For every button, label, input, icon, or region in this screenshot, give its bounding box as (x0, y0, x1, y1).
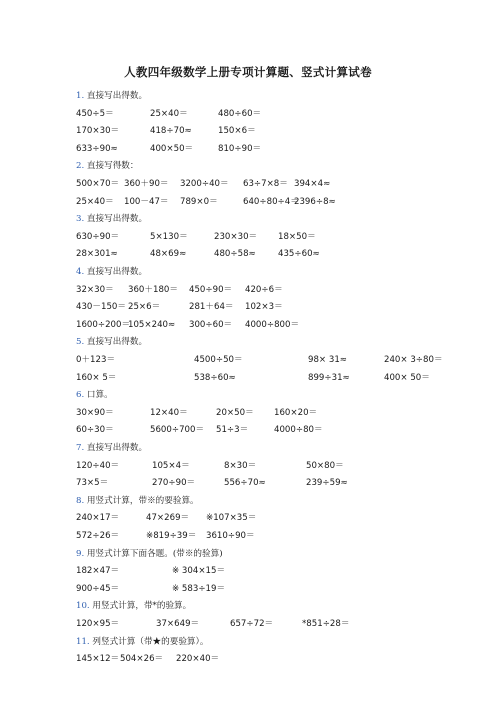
problem-item: 538÷60≈ (194, 372, 236, 383)
problem-row (76, 564, 436, 578)
section-heading (76, 547, 223, 561)
section-instruction: 用竖式计算，带*的验算。 (89, 601, 192, 612)
problem-item: 18×50＝ (278, 231, 316, 242)
problem-item: 633÷90≈ (76, 143, 118, 154)
problem-item: 3200÷40＝ (180, 179, 229, 189)
problem-item: 25×6＝ (128, 302, 161, 313)
problem-item: 500×70＝ (76, 179, 120, 189)
problem-item: 300÷60＝ (189, 319, 233, 330)
problem-item: 48×69≈ (150, 249, 187, 260)
problem-item: 150×6＝ (218, 126, 256, 137)
problem-item: 1600÷200＝ (76, 319, 131, 330)
section-number: 10. (76, 601, 90, 612)
problem-item: 25×40＝ (150, 108, 188, 119)
problem-item: 899÷31≈ (308, 372, 350, 383)
problem-item: 120÷40＝ (76, 460, 120, 471)
problem-item: 5×130＝ (150, 231, 188, 242)
section-number: 4. (76, 267, 85, 277)
problem-item: 145×12＝ (76, 654, 120, 665)
problem-row (76, 459, 436, 473)
problem-item: 170×30＝ (76, 126, 120, 137)
problem-row (76, 318, 436, 332)
problem-item: 450÷90＝ (189, 284, 233, 295)
section-number: 11. (76, 636, 90, 647)
problem-row (76, 300, 436, 314)
problem-item: 4000÷800＝ (245, 319, 300, 330)
section-heading (76, 212, 147, 226)
section-instruction: 列竖式计算（带★的要验算）。 (89, 636, 209, 647)
problem-row (76, 617, 436, 631)
section-instruction: 直接写得数： (84, 161, 139, 172)
page-title: 人教四年级数学上册专项计算题、竖式计算试卷 (124, 65, 372, 79)
problem-item: 657÷72＝ (230, 619, 274, 629)
problem-item: 430－150＝ (76, 302, 126, 313)
problem-item: 400×50＝ (150, 143, 194, 154)
problem-item: 640÷80÷4＝ (243, 196, 299, 207)
problem-row (76, 353, 443, 367)
problem-item: 2396÷8≈ (294, 196, 336, 207)
problem-row (76, 652, 436, 666)
section-number: 9. (76, 548, 85, 559)
problem-item: 5600÷700＝ (150, 425, 205, 436)
section-instruction: 口算。 (84, 390, 113, 401)
problem-item: 20×50＝ (216, 407, 254, 418)
problem-item: 28×301≈ (76, 249, 118, 260)
problem-item: 480÷60＝ (218, 108, 262, 119)
problem-row (76, 247, 436, 261)
problem-item: 182×47＝ (76, 566, 120, 577)
problem-row (76, 230, 436, 244)
problem-item: 98× 31≈ (308, 355, 348, 365)
problem-row (76, 582, 436, 596)
section-instruction: 直接写出得数。 (84, 337, 148, 348)
problem-row (76, 177, 436, 191)
section-heading (76, 599, 191, 613)
problem-item: 418÷70≈ (150, 126, 192, 137)
problem-item: 30×90＝ (76, 407, 114, 418)
problem-item: 400× 50＝ (384, 372, 430, 383)
problem-item: 900÷45＝ (76, 583, 120, 594)
problem-item: 239÷59≈ (306, 478, 348, 489)
problem-item: 230×30＝ (214, 231, 258, 242)
section-instruction: 直接写出得数。 (84, 443, 148, 453)
problem-item: 4500÷50＝ (194, 355, 243, 365)
section-number: 7. (76, 443, 85, 453)
problem-item: 4000÷80＝ (274, 425, 323, 436)
problem-item: 810÷90＝ (218, 143, 262, 154)
problem-row (76, 283, 436, 297)
problem-row (76, 142, 436, 156)
problem-item: 47×269＝ (146, 513, 190, 524)
problem-item: 102×3＝ (245, 302, 283, 313)
problem-row (76, 423, 436, 437)
problem-item: ※ 304×15＝ (172, 566, 226, 577)
problem-row (76, 124, 436, 138)
problem-item: ※ 583÷19＝ (172, 583, 226, 594)
problem-item: 12×40＝ (150, 407, 188, 418)
problem-item: 25×40＝ (76, 196, 114, 207)
problem-item: 480÷58≈ (214, 249, 256, 260)
problem-item: 450÷5＝ (76, 108, 114, 119)
problem-item: 270÷90＝ (152, 478, 196, 489)
section-heading (76, 159, 139, 173)
problem-item: 37×649＝ (156, 619, 200, 629)
problem-item: 160× 5＝ (76, 372, 117, 383)
problem-item: 789×0＝ (180, 196, 218, 207)
problem-item: 630÷90＝ (76, 231, 120, 242)
problem-row (76, 511, 436, 525)
section-heading (76, 89, 147, 103)
problem-item: 556÷70≈ (224, 478, 266, 489)
problem-item: 240× 3÷80＝ (384, 355, 443, 365)
problem-item: 51÷3＝ (216, 425, 249, 436)
section-instruction: 用竖式计算下面各题。(带※的验算) (84, 548, 223, 559)
problem-item: 394×4≈ (294, 179, 331, 189)
problem-item: 73×5＝ (76, 478, 109, 489)
section-instruction: 直接写出得数。 (84, 214, 148, 225)
problem-row (76, 529, 436, 543)
problem-item: *851÷28＝ (302, 619, 350, 629)
section-number: 5. (76, 337, 85, 348)
section-number: 2. (76, 161, 85, 172)
problem-item: 360＋90＝ (124, 179, 169, 189)
problem-item: 63÷7×8＝ (243, 179, 288, 189)
section-heading (76, 441, 147, 455)
problem-item: 360＋180＝ (128, 284, 178, 295)
section-instruction: 用竖式计算，带※的要验算。 (84, 495, 199, 506)
problem-item: 220×40＝ (176, 654, 220, 665)
problem-item: 100－47＝ (124, 196, 169, 207)
problem-item: ※107×35＝ (206, 513, 257, 524)
problem-item: 504×26＝ (120, 654, 164, 665)
problem-row (76, 195, 436, 209)
problem-item: 32×30＝ (76, 284, 114, 295)
problem-item: 572÷26＝ (76, 531, 120, 541)
section-number: 3. (76, 214, 85, 225)
section-number: 1. (76, 91, 85, 101)
problem-item: 435÷60≈ (278, 249, 320, 260)
problem-row (76, 107, 436, 121)
problem-item: 420÷6＝ (245, 284, 283, 295)
problem-row (76, 476, 436, 490)
problem-item: 240×17＝ (76, 513, 120, 524)
problem-item: 281＋64＝ (189, 302, 234, 313)
problem-item: 60÷30＝ (76, 425, 114, 436)
problem-item: 3610÷90＝ (206, 531, 255, 541)
problem-item: 8×30＝ (224, 460, 257, 471)
section-number: 8. (76, 495, 85, 506)
section-heading (76, 335, 147, 349)
section-heading (76, 388, 113, 402)
problem-row (76, 371, 436, 385)
problem-item: 120×95＝ (76, 619, 120, 629)
problem-item: 0＋123＝ (76, 355, 116, 365)
problem-item: 50×80＝ (306, 460, 344, 471)
section-instruction: 直接写出得数。 (84, 91, 148, 101)
section-number: 6. (76, 390, 85, 401)
section-instruction: 直接写出得数。 (84, 267, 148, 277)
problem-item: ※819÷39＝ (146, 531, 197, 541)
section-heading (76, 635, 208, 649)
section-heading (76, 494, 199, 508)
problem-item: 105×4＝ (152, 460, 190, 471)
problem-item: 105×240≈ (128, 319, 176, 330)
problem-row (76, 406, 436, 420)
section-heading (76, 265, 147, 279)
problem-item: 160×20＝ (274, 407, 318, 418)
